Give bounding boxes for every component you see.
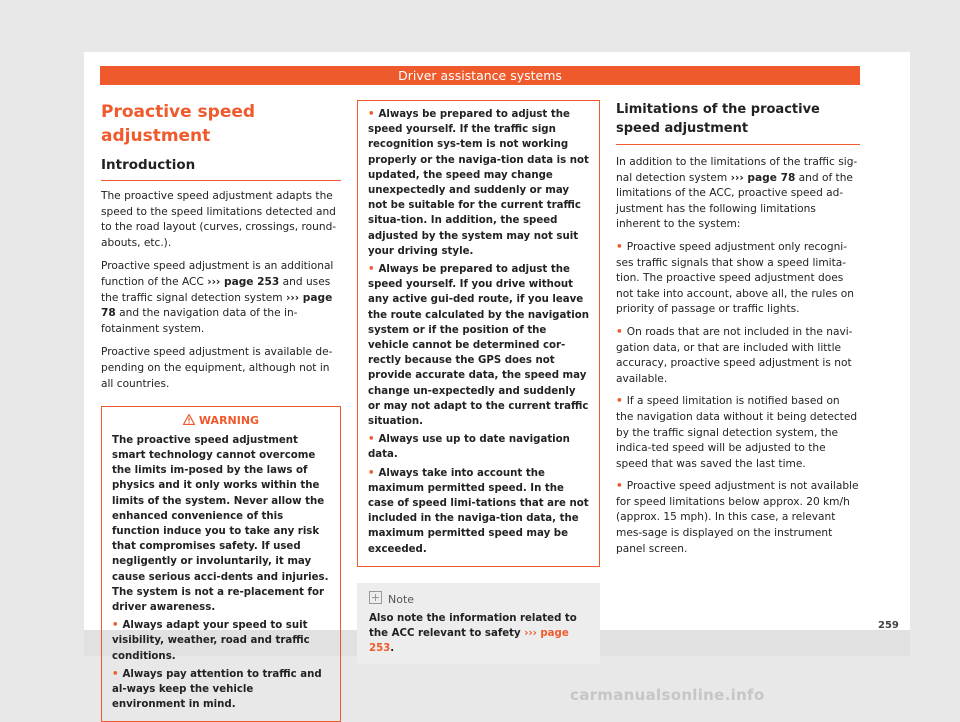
warning-bullet: • Always be prepared to adjust the speed yourself. If you drive without any active gui-ded route, if you leave the route calculated by the navigation system or if the position of the vehicle cannot be determined cor-rectly because the GPS does not provide accurate data, the speed may change un-expectedly and suddenly or may not adapt to the current traffic situation. [368,264,589,428]
warning-triangle-icon [183,414,195,425]
section-subtitle: Introduction [101,156,341,181]
warning-bullet: • Always adapt your speed to suit visibility, weather, road and traffic conditions. [112,620,310,662]
warning-box [101,406,341,722]
warning-heading: WARNING [102,407,340,431]
list-item: • On roads that are not included in the navi-gation data, or that are included with little accuracy, proactive speed adjustment is not available. [616,325,853,385]
bullet-icon: • [112,668,119,680]
page-number: 259 [878,620,899,631]
bullet-icon: • [616,325,623,338]
limitations-intro: In addition to the limitations of the traffic sig-nal detection system ››› page 78 and of the limitations of the ACC, proactive speed ad-justment has the following limitations inherent to the system: [616,156,858,231]
note-text: Also note the information related to the ACC relevant to safety ››› page 253. [369,613,577,655]
warning-bullet: • Always use up to date navigation data. [368,434,570,461]
limitations-title: Limitations of the proactive speed adjustment [616,100,860,145]
bullet-icon: • [616,240,623,253]
bullet-icon: • [368,109,375,120]
page-link-253[interactable]: ››› page 253 [369,628,569,655]
page-link-253[interactable]: ››› page 253 [207,275,280,288]
availability-paragraph: Proactive speed adjustment is available de-pending on the equipment, although not in all countries. [101,346,333,390]
page-link-78[interactable]: ››› page 78 [730,171,796,184]
list-item: • If a speed limitation is notified based on the navigation data without it being detected by the traffic signal detection system, the indica-ted speed will be adjusted to the speed that was saved the last time. [616,395,858,470]
warning-bullet: • Always be prepared to adjust the speed yourself. If the traffic sign recognition sys-tem is not working properly or the naviga-tion data is not updated, the speed may change unexpectedly and suddenly or may not be suitable for the current traffic situa-tion. In addition, the speed adjusted by the system may not suit your driving style. [368,109,589,257]
acc-paragraph: Proactive speed adjustment is an additional function of the ACC ››› page 253 and uses the traffic signal detection system ››› page 78 and the navigation data of the in-fotainment system. [101,260,334,335]
bullet-icon: • [616,480,623,493]
page-link-78[interactable]: ››› page 78 [101,291,333,320]
warning-bullet: • Always pay attention to traffic and al-ways keep the vehicle environment in mind. [112,668,322,711]
warning-text: The proactive speed adjustment smart technology cannot overcome the limits im-posed by the laws of physics and it only works within the limits of the system. Never allow the enhanced convenience of this function induce you to take any risk that compromises safety. If used negligently or involuntarily, it may cause serious acci-dents and injuries. The system is not a re-placement for driver awareness. [112,434,329,613]
warning-body [102,431,340,722]
bullet-icon: • [112,620,119,632]
warning-bullet: • Always take into account the maximum permitted speed. In the case of speed limi-tations that are not included in the naviga-tion data, the maximum permitted speed may be exceeded. [368,467,589,555]
list-item: • Proactive speed adjustment is not available for speed limitations below approx. 20 km/h (approx. 15 mph). In this case, a relevant mes-sage is displayed on the instrument panel screen. [616,480,859,555]
page-title: Proactive speed adjustment [101,102,256,146]
note-box [357,583,600,665]
column-left [101,100,341,722]
bullet-icon: • [368,264,375,276]
column-middle [357,100,600,664]
note-icon [369,591,382,604]
list-item: • Proactive speed adjustment only recogni-ses traffic signals that show a speed limita-tion. The proactive speed adjustment does not take into account, above all, the rules on priority of passage or traffic lights. [616,240,854,316]
note-heading: Note [369,591,590,608]
intro-paragraph: The proactive speed adjustment adapts the speed to the speed limitations detected and to the road layout (curves, crossings, round-abouts, etc.). [101,190,337,249]
warning-box-continued [357,100,600,567]
bullet-icon: • [616,395,623,408]
bullet-icon: • [368,467,375,479]
watermark: carmanualsonline.info [570,686,765,704]
section-header: Driver assistance systems [100,66,860,85]
bullet-icon: • [368,434,375,446]
column-right [616,100,860,557]
warning-body-continued [358,101,599,566]
